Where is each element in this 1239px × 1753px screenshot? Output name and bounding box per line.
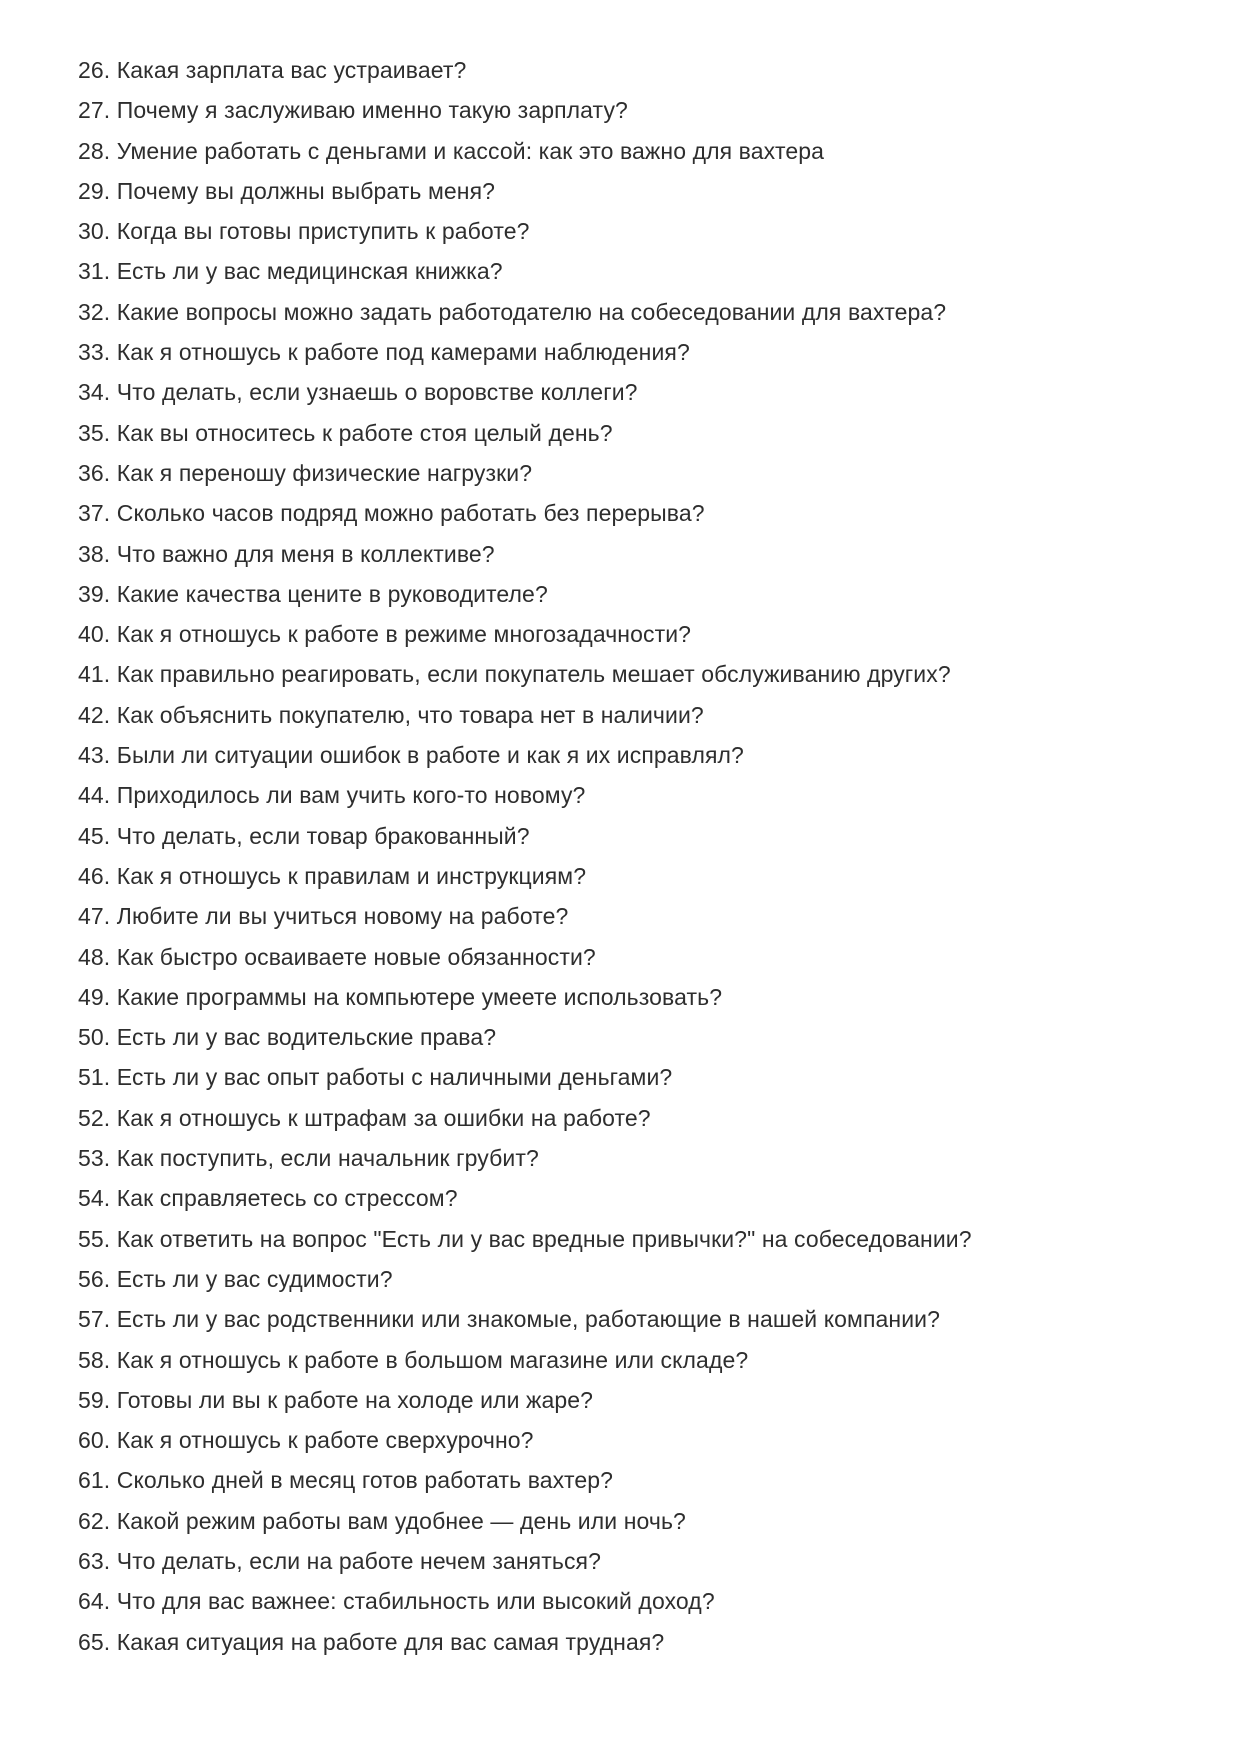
question-number: 56. xyxy=(78,1265,117,1292)
question-text: Что для вас важнее: стабильность или высокий доход? xyxy=(116,1588,715,1615)
question-number: 32. xyxy=(78,298,117,325)
question-number: 37. xyxy=(78,500,117,527)
question-item xyxy=(78,493,1199,533)
question-number: 33. xyxy=(78,339,117,366)
question-item xyxy=(78,896,1199,936)
question-item xyxy=(78,171,1199,211)
question-text: Любите ли вы учиться новому на работе? xyxy=(116,903,569,930)
question-item xyxy=(78,856,1199,896)
question-text: Как я переношу физические нагрузки? xyxy=(116,459,533,486)
question-item xyxy=(78,1420,1199,1460)
question-item xyxy=(78,413,1199,453)
question-item xyxy=(78,251,1199,291)
question-text: Когда вы готовы приступить к работе? xyxy=(116,218,530,245)
question-number: 30. xyxy=(78,218,117,245)
question-text: Сколько дней в месяц готов работать вахтер? xyxy=(116,1467,614,1494)
question-text: Что делать, если товар бракованный? xyxy=(116,822,530,849)
question-number: 35. xyxy=(78,419,117,446)
question-item xyxy=(78,614,1199,654)
question-item xyxy=(78,131,1199,171)
question-text: Как ответить на вопрос "Есть ли у вас вредные привычки?" на собеседовании? xyxy=(116,1225,972,1252)
question-item xyxy=(78,937,1199,977)
question-text: Сколько часов подряд можно работать без перерыва? xyxy=(116,500,705,527)
question-number: 55. xyxy=(78,1225,117,1252)
question-text: Как я отношусь к работе в большом магазине или складе? xyxy=(116,1346,749,1373)
question-number: 61. xyxy=(78,1467,117,1494)
question-number: 28. xyxy=(78,137,117,164)
question-text: Как быстро осваиваете новые обязанности? xyxy=(116,943,596,970)
question-text: Есть ли у вас опыт работы с наличными деньгами? xyxy=(116,1064,673,1091)
question-item xyxy=(78,50,1199,90)
question-item xyxy=(78,1178,1199,1218)
question-number: 63. xyxy=(78,1547,117,1574)
question-item xyxy=(78,211,1199,251)
question-item xyxy=(78,1299,1199,1339)
question-number: 39. xyxy=(78,580,117,607)
question-item xyxy=(78,453,1199,493)
question-text: Какая ситуация на работе для вас самая трудная? xyxy=(116,1628,665,1655)
question-number: 29. xyxy=(78,177,117,204)
question-item xyxy=(78,1340,1199,1380)
question-text: Почему вы должны выбрать меня? xyxy=(116,177,496,204)
question-text: Как я отношусь к штрафам за ошибки на работе? xyxy=(116,1104,651,1131)
question-text: Есть ли у вас медицинская книжка? xyxy=(116,258,503,285)
question-item xyxy=(78,695,1199,735)
question-text: Приходилось ли вам учить кого-то новому? xyxy=(116,782,586,809)
question-number: 64. xyxy=(78,1588,117,1615)
question-text: Как поступить, если начальник грубит? xyxy=(116,1145,539,1172)
question-text: Как вы относитесь к работе стоя целый день? xyxy=(116,419,613,446)
question-item xyxy=(78,292,1199,332)
question-number: 62. xyxy=(78,1507,117,1534)
question-number: 40. xyxy=(78,621,117,648)
question-text: Как объяснить покупателю, что товара нет в наличии? xyxy=(116,701,704,728)
questions-list xyxy=(78,50,1199,1662)
question-item xyxy=(78,90,1199,130)
question-text: Какие качества цените в руководителе? xyxy=(116,580,548,607)
question-item xyxy=(78,332,1199,372)
question-text: Как я отношусь к работе под камерами наблюдения? xyxy=(116,339,690,366)
question-number: 46. xyxy=(78,862,117,889)
question-number: 51. xyxy=(78,1064,117,1091)
question-text: Умение работать с деньгами и кассой: как это важно для вахтера xyxy=(116,137,825,164)
question-text: Как справляетесь со стрессом? xyxy=(116,1185,458,1212)
question-number: 65. xyxy=(78,1628,117,1655)
question-number: 43. xyxy=(78,742,117,769)
question-item xyxy=(78,1541,1199,1581)
question-text: Как правильно реагировать, если покупатель мешает обслуживанию других? xyxy=(116,661,951,688)
question-text: Что делать, если на работе нечем заняться? xyxy=(116,1547,602,1574)
question-item xyxy=(78,1460,1199,1500)
question-item xyxy=(78,654,1199,694)
question-number: 26. xyxy=(78,57,117,83)
question-item xyxy=(78,977,1199,1017)
question-text: Что делать, если узнаешь о воровстве коллеги? xyxy=(116,379,638,406)
question-number: 59. xyxy=(78,1386,117,1413)
question-item xyxy=(78,1259,1199,1299)
question-number: 47. xyxy=(78,903,117,930)
question-number: 52. xyxy=(78,1104,117,1131)
question-text: Какой режим работы вам удобнее — день или ночь? xyxy=(116,1507,686,1534)
question-item xyxy=(78,1501,1199,1541)
question-item xyxy=(78,1017,1199,1057)
question-item xyxy=(78,735,1199,775)
question-text: Есть ли у вас родственники или знакомые, работающие в нашей компании? xyxy=(116,1306,941,1333)
question-text: Что важно для меня в коллективе? xyxy=(116,540,495,567)
question-number: 49. xyxy=(78,983,117,1010)
question-number: 36. xyxy=(78,459,117,486)
question-item xyxy=(78,1057,1199,1097)
question-item xyxy=(78,574,1199,614)
question-number: 58. xyxy=(78,1346,117,1373)
question-number: 60. xyxy=(78,1427,117,1454)
question-text: Были ли ситуации ошибок в работе и как я их исправлял? xyxy=(116,742,744,769)
question-number: 42. xyxy=(78,701,117,728)
question-item xyxy=(78,775,1199,815)
question-text: Есть ли у вас судимости? xyxy=(116,1265,393,1292)
question-number: 31. xyxy=(78,258,117,285)
question-item xyxy=(78,816,1199,856)
question-number: 41. xyxy=(78,661,117,688)
question-item xyxy=(78,1622,1199,1662)
question-item xyxy=(78,1098,1199,1138)
question-item xyxy=(78,1380,1199,1420)
question-text: Есть ли у вас водительские права? xyxy=(116,1024,497,1051)
question-item xyxy=(78,372,1199,412)
question-text: Как я отношусь к работе сверхурочно? xyxy=(116,1427,534,1454)
question-text: Почему я заслуживаю именно такую зарплату? xyxy=(116,97,628,124)
question-number: 50. xyxy=(78,1024,117,1051)
question-number: 27. xyxy=(78,97,117,124)
question-item xyxy=(78,1581,1199,1621)
question-number: 44. xyxy=(78,782,117,809)
question-number: 34. xyxy=(78,379,117,406)
question-number: 45. xyxy=(78,822,117,849)
question-text: Какие вопросы можно задать работодателю на собеседовании для вахтера? xyxy=(116,298,947,325)
question-number: 54. xyxy=(78,1185,117,1212)
question-text: Какие программы на компьютере умеете использовать? xyxy=(116,983,723,1010)
question-text: Какая зарплата вас устраивает? xyxy=(116,57,467,83)
question-item xyxy=(78,1138,1199,1178)
question-text: Как я отношусь к правилам и инструкциям? xyxy=(116,862,587,889)
question-item xyxy=(78,1219,1199,1259)
question-text: Как я отношусь к работе в режиме многозадачности? xyxy=(116,621,692,648)
question-number: 48. xyxy=(78,943,117,970)
question-number: 53. xyxy=(78,1145,117,1172)
question-item xyxy=(78,534,1199,574)
question-number: 57. xyxy=(78,1306,117,1333)
question-text: Готовы ли вы к работе на холоде или жаре? xyxy=(116,1386,594,1413)
question-number: 38. xyxy=(78,540,117,567)
